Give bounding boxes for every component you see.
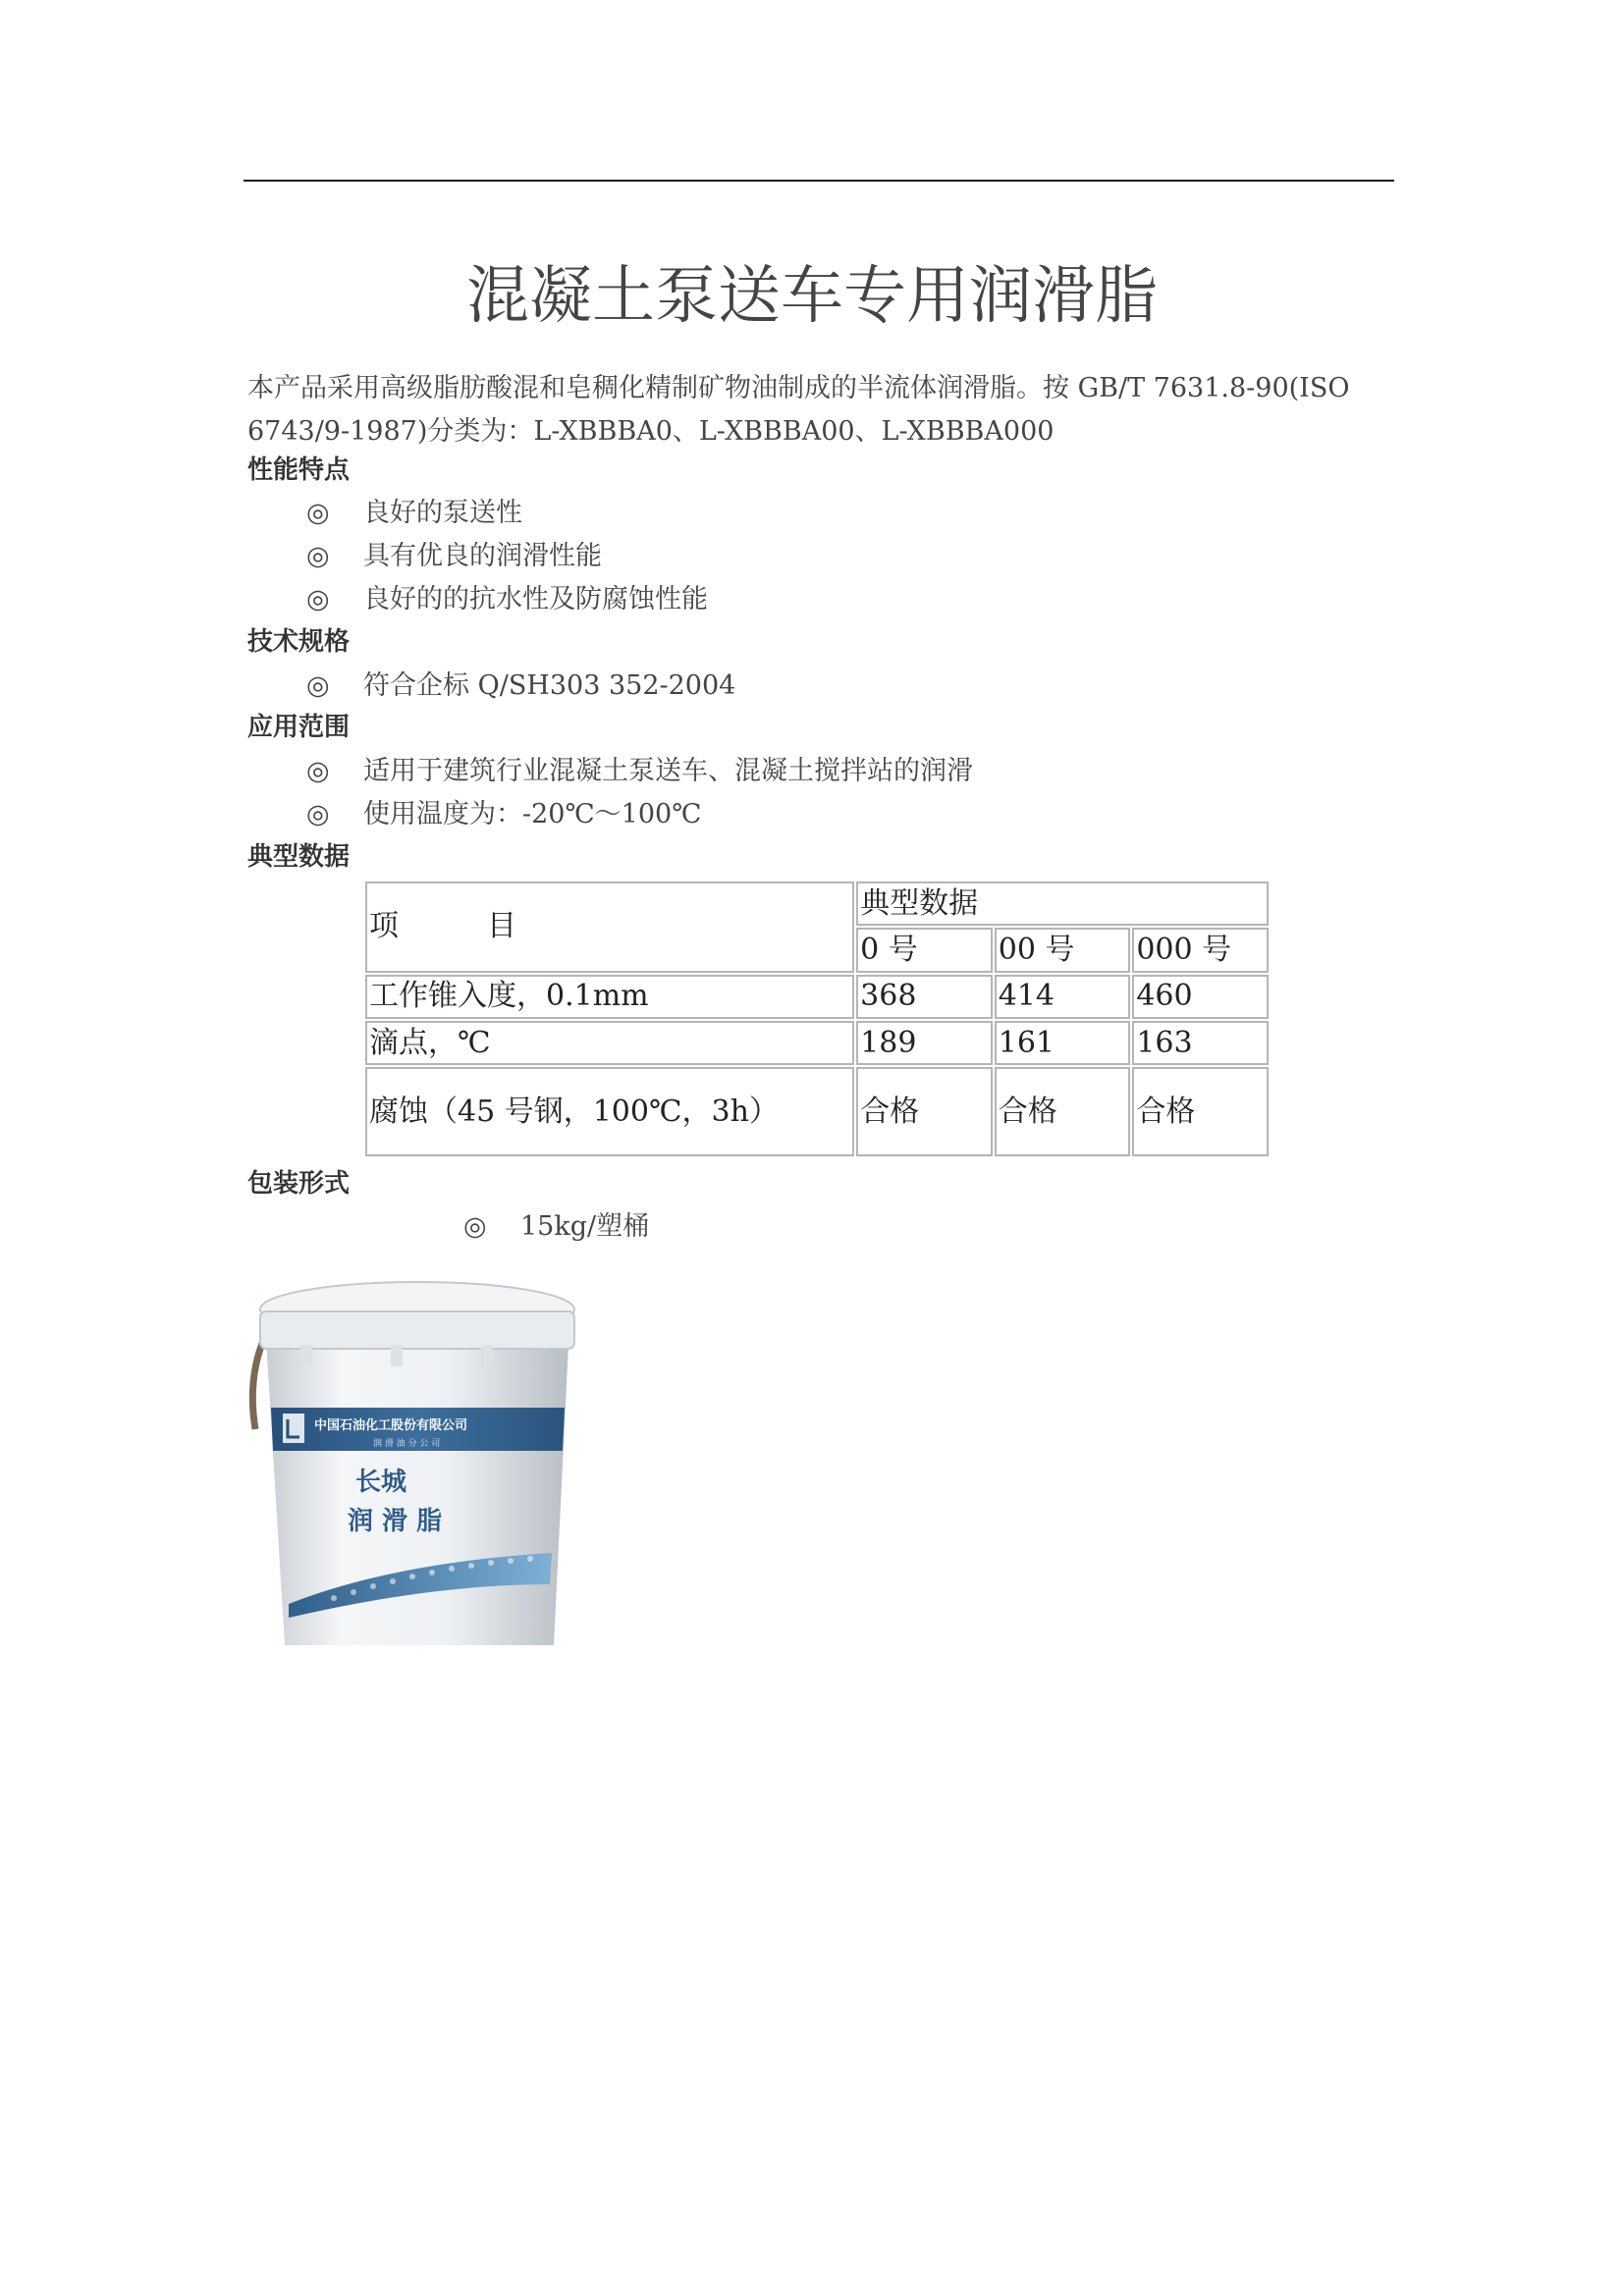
rim-tab (391, 1345, 403, 1366)
item-cell: 滴点，℃ (365, 1021, 854, 1065)
data-header-cell: 典型数据 (856, 881, 1269, 926)
feature-item: ◎ 具有优良的润滑性能 (306, 541, 602, 571)
header-rule (244, 180, 1394, 182)
item-header-cell: 项 目 (365, 881, 854, 973)
bullet-mark: ◎ (306, 756, 330, 786)
packaging-item: ◎ 15kg/塑桶 (463, 1211, 650, 1242)
band-company-text: 中国石油化工股份有限公司 (314, 1418, 468, 1433)
spec-heading: 技术规格 (247, 627, 351, 657)
bucket-handle (252, 1341, 263, 1429)
value-cell: 163 (1132, 1021, 1269, 1065)
grade-header-cell: 0 号 (856, 928, 993, 972)
value-cell: 368 (856, 975, 993, 1019)
bullet-mark: ◎ (463, 1211, 487, 1242)
value-cell: 合格 (1132, 1067, 1269, 1156)
value-cell: 414 (995, 975, 1131, 1019)
product-name-text: 润 滑 脂 (348, 1507, 443, 1536)
feature-item: ◎ 良好的泵送性 (306, 498, 522, 528)
feature-item: ◎ 良好的的抗水性及防腐蚀性能 (306, 584, 708, 614)
bullet-mark: ◎ (306, 541, 330, 571)
item-cell: 工作锥入度，0.1mm (365, 975, 854, 1019)
value-cell: 189 (856, 1021, 993, 1065)
grade-header-cell: 000 号 (1132, 928, 1269, 972)
item-cell: 腐蚀（45 号钢，100℃，3h） (365, 1067, 854, 1156)
page-title: 混凝土泵送车专用润滑脂 (466, 260, 1158, 333)
rim-tab (300, 1345, 312, 1366)
table-row (365, 975, 1269, 1019)
table-row (365, 1067, 1269, 1156)
band-subtext: 润 滑 油 分 公 司 (373, 1439, 441, 1449)
usage-heading: 应用范围 (247, 713, 351, 742)
grade-header-cell: 00 号 (995, 928, 1131, 972)
bullet-mark: ◎ (306, 584, 330, 614)
product-brand-text: 长城 (355, 1468, 407, 1497)
value-cell: 161 (995, 1021, 1131, 1065)
bullet-mark: ◎ (306, 670, 330, 701)
bullet-mark: ◎ (306, 498, 330, 528)
table-row (365, 881, 1269, 926)
typical-data-table (363, 880, 1271, 1158)
usage-item: ◎ 适用于建筑行业混凝土泵送车、混凝土搅拌站的润滑 (306, 756, 973, 786)
product-bucket-image (245, 1272, 589, 1650)
intro-paragraph: 本产品采用高级脂肪酸混和皂稠化精制矿物油制成的半流体润滑脂。按 GB/T 7631.8-90(ISO 6743/9-1987)分类为：L-XBBBA0、L-XBBBA00、L-XBBBA000 (247, 373, 1350, 447)
spec-item: ◎ 符合企标 Q/SH303 352-2004 (306, 670, 736, 701)
features-heading: 性能特点 (247, 455, 351, 485)
table-row (365, 1021, 1269, 1065)
value-cell: 合格 (856, 1067, 993, 1156)
bullet-mark: ◎ (306, 799, 330, 829)
value-cell: 460 (1132, 975, 1269, 1019)
rim-tab (481, 1345, 493, 1366)
value-cell: 合格 (995, 1067, 1131, 1156)
packaging-heading: 包装形式 (247, 1169, 351, 1199)
usage-item: ◎ 使用温度为：-20℃～100℃ (306, 799, 702, 829)
bucket-rim (260, 1311, 574, 1349)
typical-data-heading: 典型数据 (247, 842, 351, 872)
